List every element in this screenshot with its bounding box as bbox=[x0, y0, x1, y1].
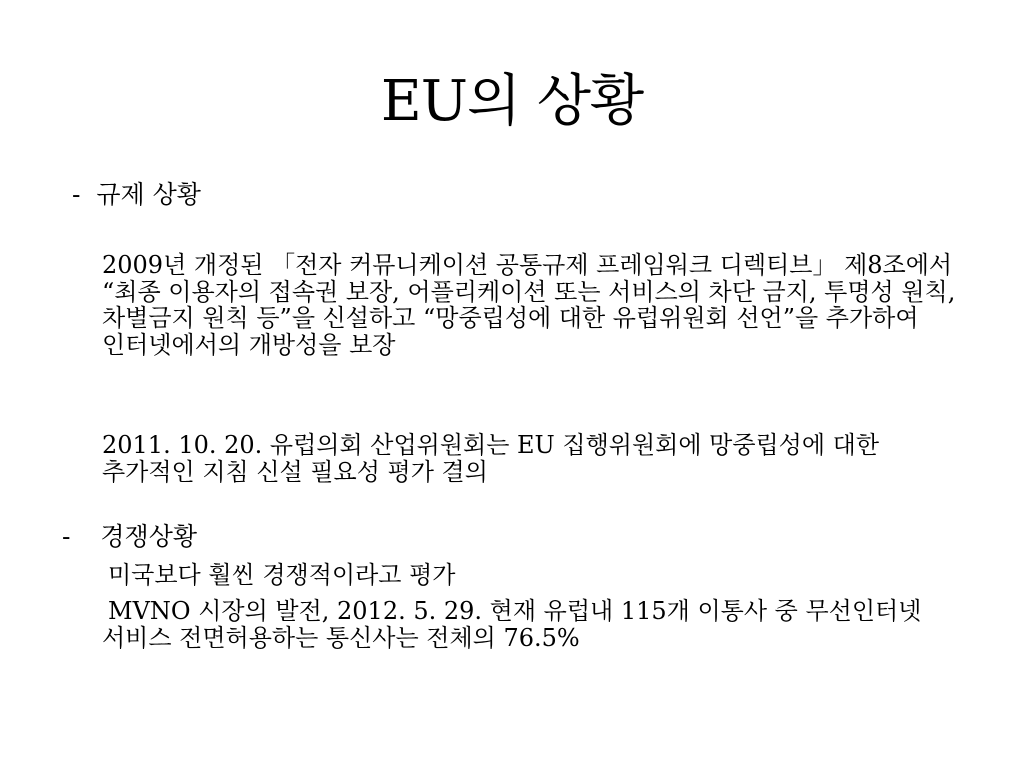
dash-bullet: - bbox=[62, 522, 71, 551]
paragraph-2011-resolution: 2011. 10. 20. 유럽의회 산업위원회는 EU 집행위원회에 망중립성에 대한 추가적인 지침 신설 필요성 평가 결의 bbox=[102, 431, 880, 486]
section-heading-competition bbox=[62, 522, 197, 552]
section-heading-label: 규제 상황 bbox=[96, 180, 201, 209]
section-heading-label: 경쟁상황 bbox=[100, 522, 198, 551]
slide-title: EU의 상황 bbox=[380, 69, 644, 134]
dash-bullet: - bbox=[72, 180, 81, 209]
paragraph-competitive-evaluation: 미국보다 훨씬 경쟁적이라고 평가 bbox=[108, 561, 456, 589]
paragraph-mvno-market: MVNO 시장의 발전, 2012. 5. 29. 현재 유럽내 115개 이통사 중 무선인터넷 서비스 전면허용하는 통신사는 전체의 76.5% bbox=[102, 597, 922, 652]
paragraph-2009-directive: 2009년 개정된 「전자 커뮤니케이션 공통규제 프레임워크 디렉티브」 제8조에서 “최종 이용자의 접속권 보장, 어플리케이션 또는 서비스의 차단 금지, 투명성 원칙, 차별금지 원칙 등”을 신설하고 “망중립성에 대한 유럽위원회 선언”을 추가하여 인터넷에서의 개방성을 보장 bbox=[102, 251, 956, 359]
section-heading-regulation bbox=[72, 180, 201, 210]
